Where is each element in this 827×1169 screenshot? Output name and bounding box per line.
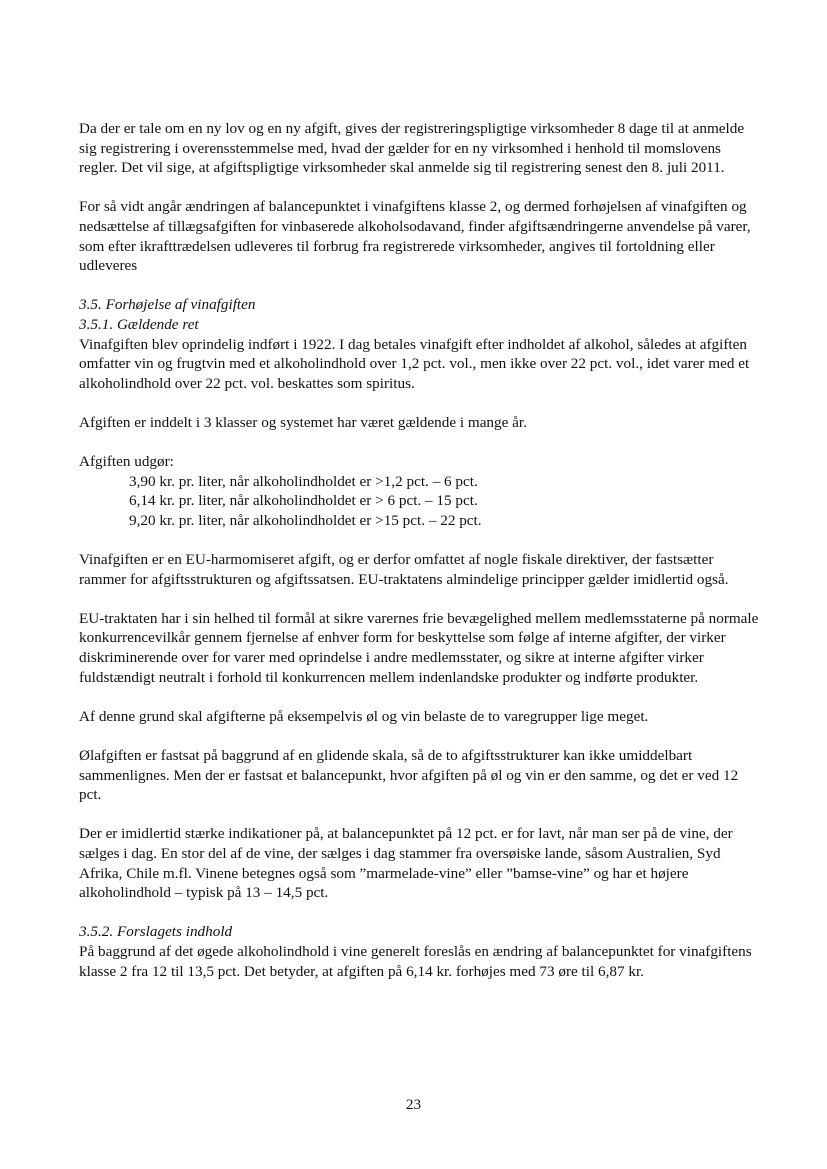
paragraph-eu-treaty: EU-traktaten har i sin helhed til formål at sikre varernes frie bevægelighed mellem medlemsstaterne på normale konkurrencevilkår gennem fjernelse af enhver form for beskyttelse som følge af interne afgifter, der virker diskriminerende over for varer med oprindelse i andre medlemsstater, og sikre at interne afgifter virker fuldstændigt neutralt i forhold til konkurrencen mellem indenlandske produkter og indførte produkter. [79,609,759,686]
rates-intro: Afgiften udgør: [79,453,174,471]
paragraph-beer-tax-scale: Ølafgiften er fastsat på baggrund af en glidende skala, så de to afgiftsstrukturer kan ikke umiddelbart sammenlignes. Men der er fastsat et balancepunkt, hvor afgiften på øl og vin er den samme, og det er ved 12 pct. [79,747,739,804]
paragraph-tax-classes: Afgiften er inddelt i 3 klasser og systemet har været gældende i mange år. [79,413,527,431]
paragraph-wine-tax-history: Vinafgiften blev oprindelig indført i 1922. I dag betales vinafgift efter indholdet af alkohol, således at afgiften omfatter vin og frugtvin med et alkoholindhold over 1,2 pct. vol., men ikke over 22 pct. vol., idet varer med et alkoholindhold over 22 pct. vol. beskattes som spiritus. [79,335,750,392]
paragraph-indications: Der er imidlertid stærke indikationer på, at balancepunktet på 12 pct. er for lavt, når man ser på de vine, der sælges i dag. En stor del af de vine, der sælges i dag stammer fra oversøiske lande, såsom Australien, Syd Afrika, Chile m.fl. Vinene betegnes også som ”marmelade-vine” eller ”bamse-vine” og har et højere alkoholindhold – typisk på 13 – 14,5 pct. [79,825,733,902]
rate-class-3: 9,20 kr. pr. liter, når alkoholindholdet er >15 pct. – 22 pct. [129,511,482,529]
document-body [79,119,759,1001]
page-number: 23 [405,1096,422,1113]
paragraph-eu-harmonised: Vinafgiften er en EU-harmomiseret afgift, og er derfor omfattet af nogle fiskale direktiver, der fastsætter rammer for afgiftsstrukturen og afgiftssatsen. EU-traktatens almindelige principper gælder imidlertid også. [79,551,729,588]
paragraph-balance-point-change: For så vidt angår ændringen af balancepunktet i vinafgiftens klasse 2, og dermed forhøjelsen af vinafgiften og nedsættelse af tillægsafgiften for vinbaserede alkoholsodavand, finder afgiftsændringerne anvendelse på varer, som efter ikrafttrædelsen udleveres til forbrug fra registrerede virksomheder, angives til fortoldning eller udleveres [79,198,751,275]
subsection-heading-3-5-1: 3.5.1. Gældende ret [79,315,199,333]
rate-class-2: 6,14 kr. pr. liter, når alkoholindholdet er > 6 pct. – 15 pct. [129,492,478,510]
rate-class-1: 3,90 kr. pr. liter, når alkoholindholdet er >1,2 pct. – 6 pct. [129,472,478,490]
section-heading-3-5: 3.5. Forhøjelse af vinafgiften [79,296,256,314]
paragraph-registration: Da der er tale om en ny lov og en ny afgift, gives der registreringspligtige virksomheder 8 dage til at anmelde sig registrering i overensstemmelse med, hvad der gælder for en ny virksomhed i henhold til momslovens regler. Det vil sige, at afgiftspligtige virksomheder skal anmelde sig til registrering senest den 8. juli 2011. [79,120,745,177]
subsection-heading-3-5-2: 3.5.2. Forslagets indhold [79,923,233,941]
rates-list [79,472,759,531]
paragraph-proposal: På baggrund af det øgede alkoholindhold i vine generelt foreslås en ændring af balancepunktet for vinafgiftens klasse 2 fra 12 til 13,5 pct. Det betyder, at afgiften på 6,14 kr. forhøjes med 73 øre til 6,87 kr. [79,942,752,980]
paragraph-beer-wine-equal: Af denne grund skal afgifterne på eksempelvis øl og vin belaste de to varegrupper lige meget. [79,707,649,725]
